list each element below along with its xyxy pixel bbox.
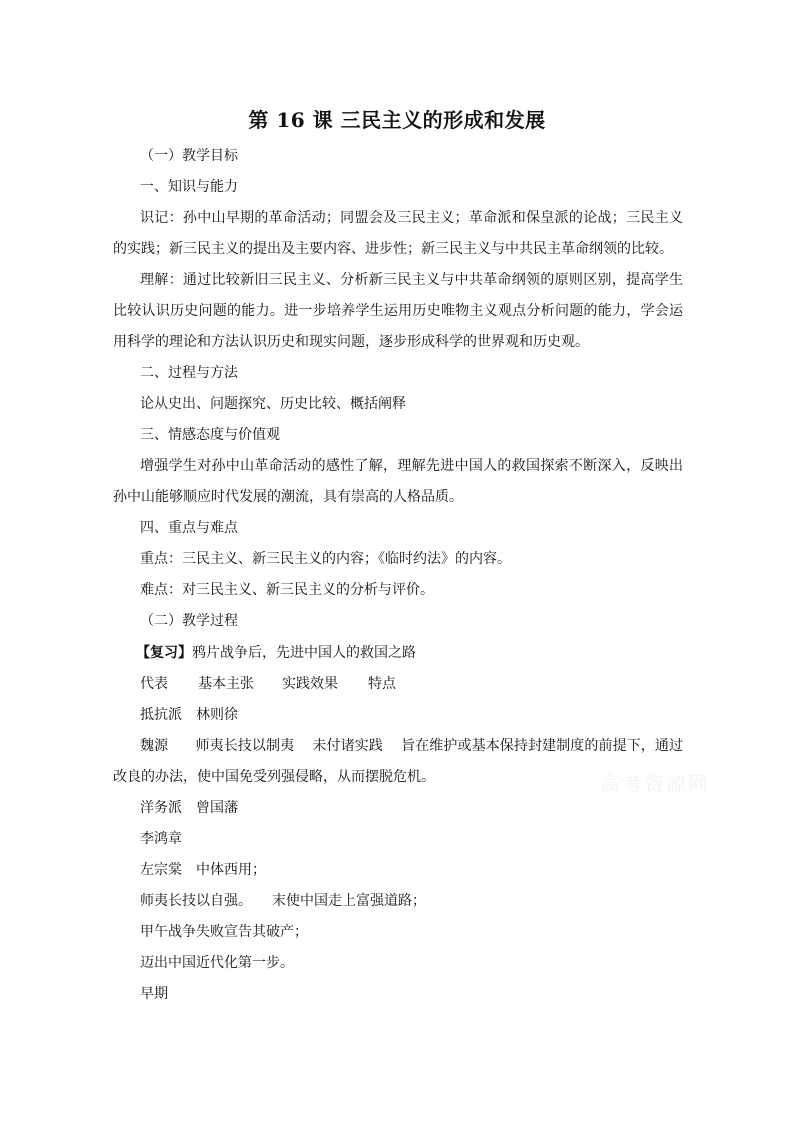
header-main-idea: 基本主张	[198, 676, 254, 692]
row-resistance-group: 抵抗派	[140, 707, 182, 723]
row-self-strengthen-effect: 末使中国走上富强道路；	[272, 893, 426, 909]
jiawu-line: 甲午战争失败宣告其破产；	[140, 924, 308, 940]
page-title: 第 16 课 三民主义的形成和发展	[248, 108, 546, 132]
maichu-line: 迈出中国近代化第一步。	[140, 955, 294, 971]
row-resistance-person: 林则徐	[196, 707, 238, 723]
methods-text: 论从史出、问题探究、历史比较、概括阐释	[140, 396, 406, 412]
row-zuo-idea: 中体西用；	[196, 862, 266, 878]
header-practice-effect: 实践效果	[282, 676, 338, 692]
row-zuo-person: 左宗棠	[140, 862, 182, 878]
paragraph-understand: 理解：通过比较新旧三民主义、分析新三民主义与中共革命纲领的原则区别，提高学生比较认识历史问题的能力。进一步培养学生运用历史唯物主义观点分析问题的能力，学会运用科学的理论和方法认识历史和现实问题，逐步形成科学的世界观和历史观。	[113, 272, 683, 350]
row-self-strengthen-idea: 师夷长技以自强。	[140, 893, 252, 909]
zaoqi-line: 早期	[140, 986, 168, 1002]
paragraph-memorize: 识记：孙中山早期的革命活动；同盟会及三民主义；革命派和保皇派的论战；三民主义的实践；新三民主义的提出及主要内容、进步性；新三民主义与中共民主革命纲领的比较。	[113, 210, 683, 257]
difficult-points: 难点：对三民主义、新三民主义的分析与评价。	[140, 582, 434, 598]
row-resistance	[140, 705, 238, 725]
watermark-text: 高考资源网	[600, 772, 710, 796]
row-westernization-person: 曾国藩	[196, 800, 238, 816]
section-teaching-process: （二）教学过程	[140, 613, 238, 629]
heading-key-difficult: 四、重点与难点	[140, 520, 238, 536]
header-feature: 特点	[368, 676, 396, 692]
row-westernization-group: 洋务派	[140, 800, 182, 816]
row-westernization	[140, 798, 238, 818]
paragraph-attitude: 增强学生对孙中山革命活动的感性了解，理解先进中国人的救国探索不断深入，反映出孙中山能够顺应时代发展的潮流，具有崇高的人格品质。	[113, 458, 683, 505]
li-hongzhang: 李鸿章	[140, 831, 182, 847]
paragraph-weiyuan: 魏源 师夷长技以制夷 未付诸实践 旨在维护或基本保持封建制度的前提下，通过改良的办法，使中国免受列强侵略，从而摆脱危机。	[113, 738, 683, 785]
review-tag: 【复习】	[136, 645, 192, 661]
header-representative: 代表	[140, 676, 168, 692]
row-zuo	[140, 860, 266, 880]
heading-attitude-values: 三、情感态度与价值观	[140, 427, 280, 443]
heading-knowledge-ability: 一、知识与能力	[140, 179, 238, 195]
section-teaching-goals: （一）教学目标	[140, 148, 238, 164]
review-line	[136, 643, 416, 663]
heading-process-method: 二、过程与方法	[140, 365, 238, 381]
review-text: 鸦片战争后，先进中国人的救国之路	[192, 645, 416, 661]
row-self-strengthen	[140, 891, 426, 911]
key-points: 重点：三民主义、新三民主义的内容；《临时约法》的内容。	[140, 551, 511, 567]
table-header-row	[140, 674, 396, 694]
